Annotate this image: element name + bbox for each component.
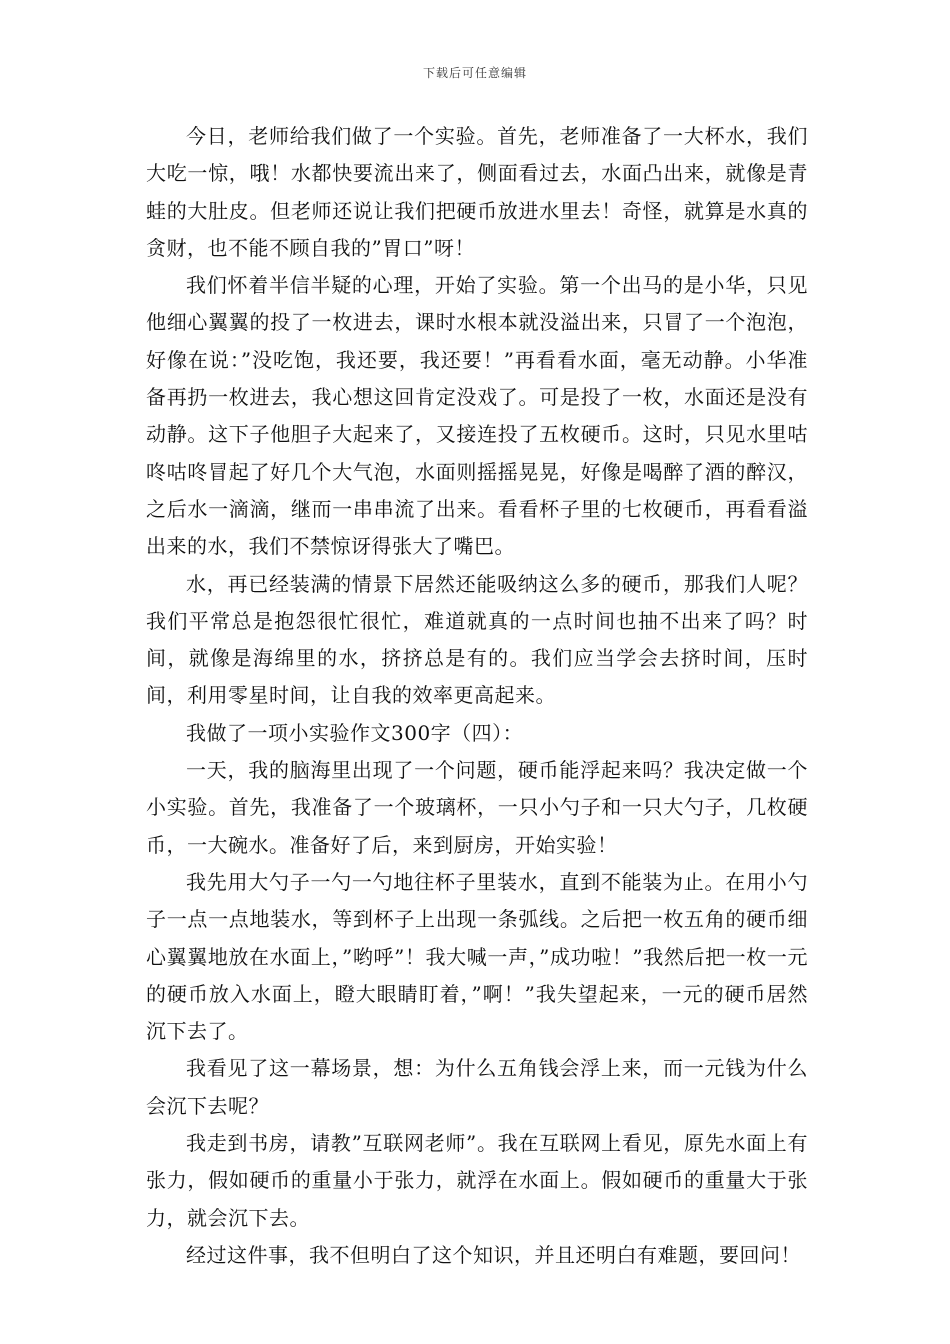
paragraph-7: 我看见了这一幕场景，想：为什么五角钱会浮上来，而一元钱为什么会沉下去呢？ [146, 1056, 808, 1118]
paragraph-3: 水，再已经装满的情景下居然还能吸纳这么多的硬币，那我们人呢？我们平常总是抱怨很忙很忙，难道就真的一点时间也抽不出来了吗？时间，就像是海绵里的水，挤挤总是有的。我们应当学会去挤时间，压时间，利用零星时间，让自我的效率更高起来。 [146, 571, 808, 708]
article-body [146, 118, 808, 1274]
paragraph-2: 我们怀着半信半疑的心理，开始了实验。第一个出马的是小华，只见他细心翼翼的投了一枚进去，课时水根本就没溢出来，只冒了一个泡泡，好像在说：”没吃饱，我还要，我还要！”再看看水面，毫无动静。小华准备再扔一枚进去，我心想这回肯定没戏了。可是投了一枚，水面还是没有动静。这下子他胆子大起来了，又接连投了五枚硬币。这时，只见水里咕咚咕咚冒起了好几个大气泡，水面则摇摇晃晃，好像是喝醉了酒的醉汉，之后水一滴滴，继而一串串流了出来。看看杯子里的七枚硬币，再看看溢出来的水，我们不禁惊讶得张大了嘴巴。 [146, 273, 808, 559]
paragraph-8: 我走到书房，请教”互联网老师”。我在互联网上看见，原先水面上有张力，假如硬币的重量小于张力，就浮在水面上。假如硬币的重量大于张力，就会沉下去。 [146, 1131, 808, 1230]
page-header: 下载后可任意编辑 [422, 66, 527, 80]
paragraph-9: 经过这件事，我不但明白了这个知识，并且还明白有难题，要回问！ [186, 1242, 801, 1267]
paragraph-5: 一天，我的脑海里出现了一个问题，硬币能浮起来吗？我决定做一个小实验。首先，我准备了一个玻璃杯，一只小勺子和一只大勺子，几枚硬币，一大碗水。准备好了后，来到厨房，开始实验！ [146, 758, 808, 857]
essay-title-line: 我做了一项小实验作文300字（四）： [186, 720, 524, 745]
paragraph-6: 我先用大勺子一勺一勺地往杯子里装水，直到不能装为止。在用小勺子一点一点地装水，等到杯子上出现一条弧线。之后把一枚五角的硬币细心翼翼地放在水面上，”哟呼”！我大喊一声，”成功啦！”我然后把一枚一元的硬币放入水面上，瞪大眼睛盯着，”啊！”我失望起来，一元的硬币居然沉下去了。 [146, 869, 808, 1044]
paragraph-1: 今日，老师给我们做了一个实验。首先，老师准备了一大杯水，我们大吃一惊，哦！水都快要流出来了，侧面看过去，水面凸出来，就像是青蛙的大肚皮。但老师还说让我们把硬币放进水里去！奇怪，就算是水真的贪财，也不能不顾自我的”胃口”呀！ [146, 124, 808, 260]
